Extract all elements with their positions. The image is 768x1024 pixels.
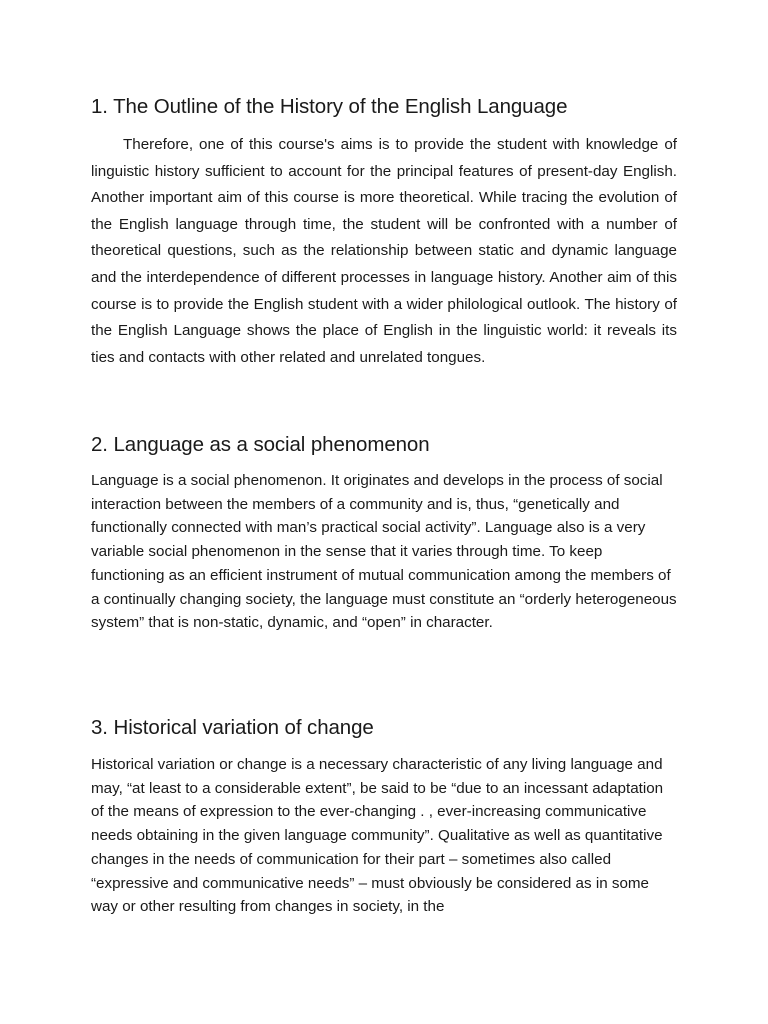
- section-heading-history-outline: 1. The Outline of the History of the English Language: [91, 95, 568, 118]
- section-body-historical-variation: Historical variation or change is a necessary characteristic of any living language and may, “at least to a considerable extent”, be said to be “due to an incessant adaptation of the means of expression to the ever-changing . , ever-increasing communicative needs obtaining in the given language community”. Qualitative as well as quantitative changes in the needs of communication for their part – sometimes also called “expressive and communicative needs” – must obviously be considered as in some way or other resulting from changes in society, in the: [91, 756, 664, 916]
- section-body-history-outline: Therefore, one of this course's aims is to provide the student with knowledge of linguistic history sufficient to account for the principal features of present-day English. Another important aim of this course is more theoretical. While tracing the evolution of the English language through time, the student will be confronted with a number of theoretical questions, such as the relationship between static and dynamic language and the interdependence of different processes in language history. Another aim of this course is to provide the English student with a wider philological outlook. The history of the English Language shows the place of English in the linguistic world: it reveals its ties and contacts with other related and unrelated tongues.: [91, 136, 677, 366]
- section-body-social-phenomenon: Language is a social phenomenon. It originates and develops in the process of social interaction between the members of a community and is, thus, “genetically and functionally connected with man’s practical social activity”. Language also is a very variable social phenomenon in the sense that it varies through time. To keep functioning as an efficient instrument of mutual communication among the members of a continually changing society, the language must constitute an “orderly heterogeneous system” that is non-static, dynamic, and “open” in character.: [91, 472, 677, 632]
- section-heading-social-phenomenon: 2. Language as a social phenomenon: [91, 433, 430, 456]
- section-heading-historical-variation: 3. Historical variation of change: [91, 716, 374, 739]
